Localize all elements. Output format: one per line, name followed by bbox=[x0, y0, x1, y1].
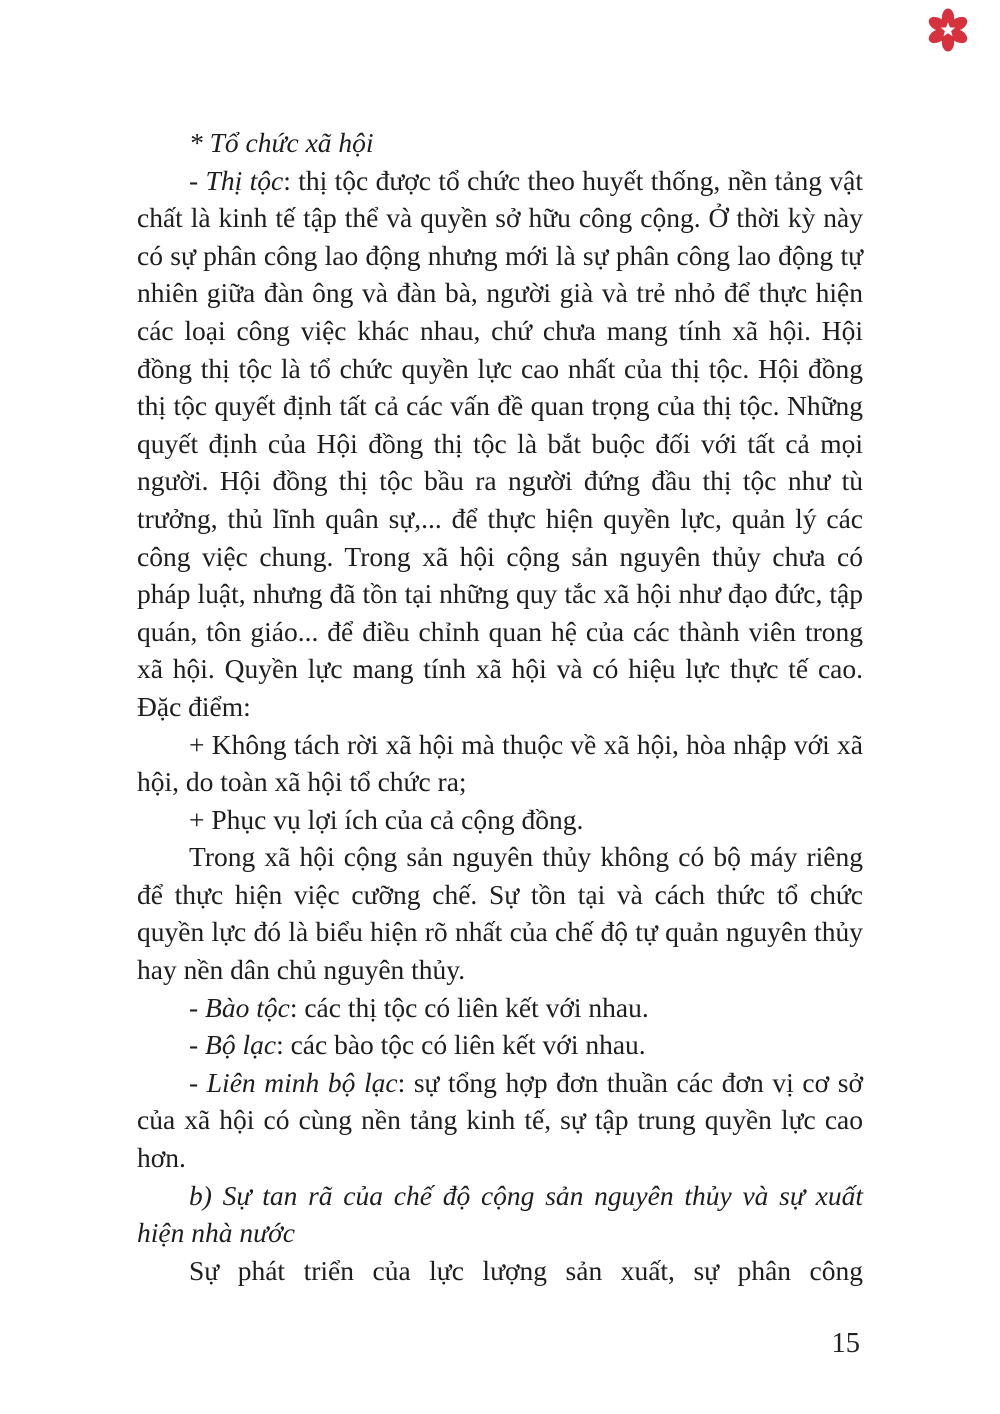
body-text: : các thị tộc có liên kết với nhau. bbox=[289, 991, 649, 1023]
paragraph bbox=[137, 801, 863, 839]
paragraph bbox=[137, 989, 863, 1027]
paragraph bbox=[137, 1026, 863, 1064]
body-text: : thị tộc được tổ chức theo huyết thống, nền tảng vật chất là kinh tế tập thể và quyền sở hữu công cộng. Ở thời kỳ này có sự phân công lao động nhưng mới là sự phân công lao động tự nhiên giữa đàn ông và đàn bà, người già và trẻ nhỏ để thực hiện các loại công việc khác nhau, chứ chưa mang tính xã hội. Hội đồng thị tộc là tổ chức quyền lực cao nhất của thị tộc. Hội đồng thị tộc quyết định tất cả các vấn đề quan trọng của thị tộc. Những quyết định của Hội đồng thị tộc là bắt buộc đối với tất cả mọi người. Hội đồng thị tộc bầu ra người đứng đầu thị tộc như tù trưởng, thủ lĩnh quân sự,... để thực hiện quyền lực, quản lý các công việc chung. Trong xã hội cộng sản nguyên thủy chưa có pháp luật, nhưng đã tồn tại những quy tắc xã hội như đạo đức, tập quán, tôn giáo... để điều chỉnh quan hệ của các thành viên trong xã hội. Quyền lực mang tính xã hội và có hiệu lực thực tế cao. Đặc điểm: bbox=[137, 164, 863, 722]
paragraph bbox=[137, 1064, 863, 1177]
paragraph bbox=[137, 726, 863, 801]
paragraph bbox=[137, 838, 863, 988]
emphasis-text: * Tổ chức xã hội bbox=[189, 127, 374, 158]
body-text: Trong xã hội cộng sản nguyên thủy không có bộ máy riêng để thực hiện việc cưỡng chế. Sự tồn tại và cách thức tổ chức quyền lực đó là biểu hiện rõ nhất của chế độ tự quản nguyên thủy hay nền dân chủ nguyên thủy. bbox=[137, 841, 863, 986]
emphasis-text: - Liên minh bộ lạc bbox=[189, 1066, 398, 1098]
body-text: + Phục vụ lợi ích của cả cộng đồng. bbox=[189, 803, 584, 835]
text-block bbox=[137, 124, 863, 1289]
emphasis-text: - Bộ lạc bbox=[189, 1029, 277, 1061]
flower-asterisk-icon bbox=[926, 8, 970, 52]
emphasis-text: b) Sự tan rã của chế độ cộng sản nguyên thủy và sự xuất hiện nhà nước bbox=[137, 1179, 863, 1249]
paragraph bbox=[137, 124, 863, 162]
body-text: : sự tổng hợp đơn thuần các đơn vị cơ sở của xã hội có cùng nền tảng kinh tế, sự tập trung quyền lực cao hơn. bbox=[137, 1066, 863, 1174]
paragraph bbox=[137, 1252, 863, 1290]
emphasis-text: - Bào tộc bbox=[189, 991, 290, 1023]
body-text: + Không tách rời xã hội mà thuộc về xã hội, hòa nhập với xã hội, do toàn xã hội tổ chức ra; bbox=[137, 728, 863, 798]
body-text: Sự phát triển của lực lượng sản xuất, sự phân công bbox=[189, 1254, 863, 1286]
paragraph bbox=[137, 162, 863, 726]
page-number: 15 bbox=[831, 1328, 860, 1359]
body-text: : các bào tộc có liên kết với nhau. bbox=[276, 1029, 646, 1061]
paragraph bbox=[137, 1177, 863, 1252]
emphasis-text: - Thị tộc bbox=[189, 164, 284, 196]
